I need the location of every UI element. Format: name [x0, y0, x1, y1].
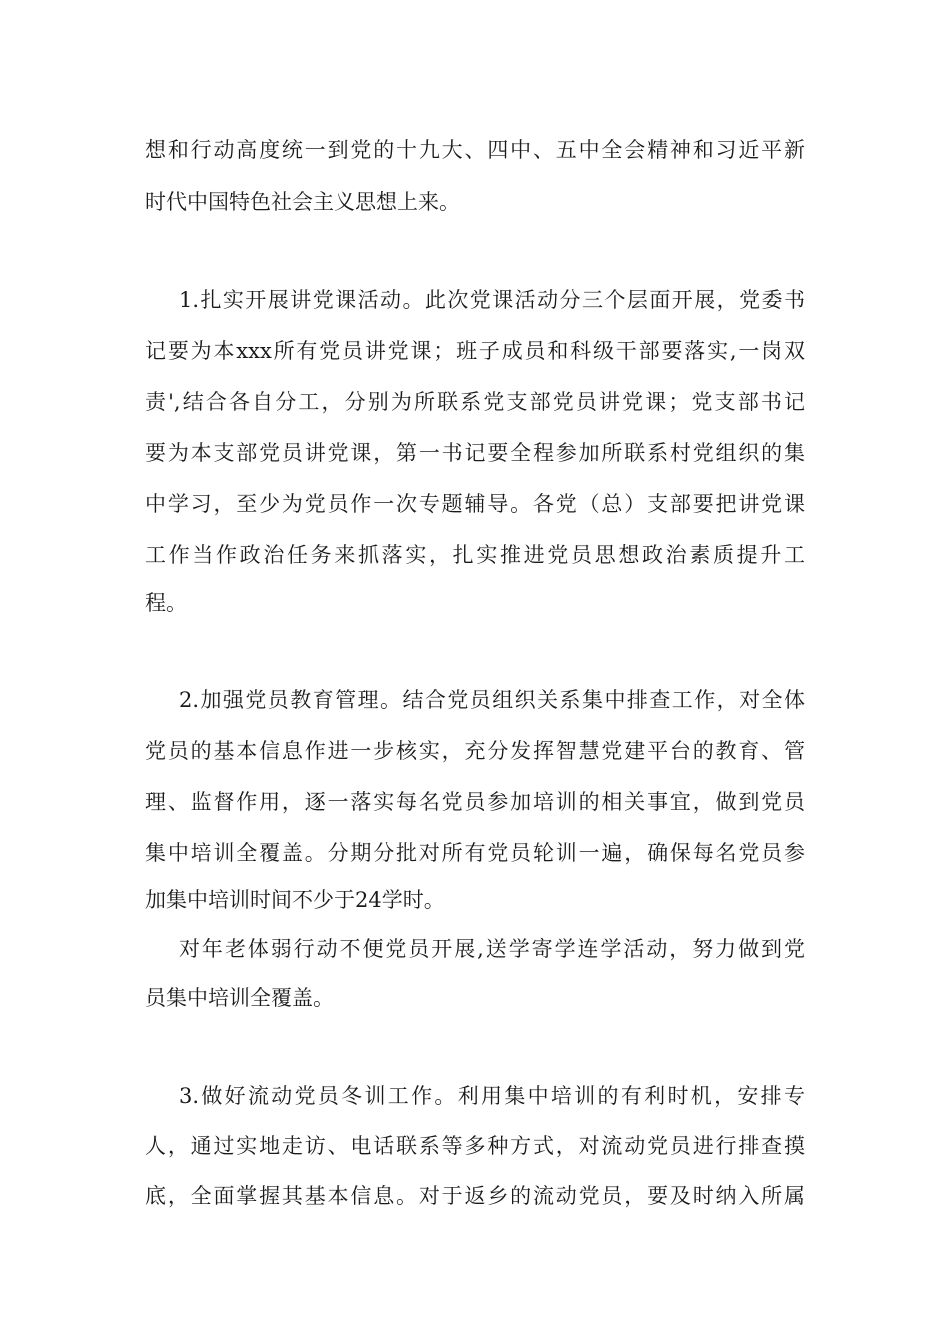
- paragraph-line: 员集中培训全覆盖。: [145, 986, 334, 1010]
- paragraph-line: 时代中国特色社会主义思想上来。: [145, 190, 460, 214]
- paragraph-line: 1.扎实开展讲党课活动。此次党课活动分三个层面开展，党委书: [179, 288, 805, 312]
- paragraph-line: 3.做好流动党员冬训工作。利用集中培训的有利时机，安排专: [179, 1084, 805, 1108]
- paragraph-line: 加集中培训时间不少于24学时。: [145, 888, 445, 912]
- paragraph-line: 中学习，至少为党员作一次专题辅导。各党（总）支部要把讲党课: [145, 492, 805, 516]
- paragraph-line: 党员的基本信息作进一步核实，充分发挥智慧党建平台的教育、管: [145, 739, 805, 763]
- paragraph-line: 要为本支部党员讲党课，第一书记要全程参加所联系村党组织的集: [145, 441, 805, 465]
- paragraph-line: 集中培训全覆盖。分期分批对所有党员轮训一遍，确保每名党员参: [145, 841, 805, 865]
- paragraph-line: 对年老体弱行动不便党员开展,送学寄学连学活动，努力做到党: [179, 937, 805, 961]
- paragraph-line: 程。: [145, 591, 187, 615]
- paragraph-line: 记要为本xxx所有党员讲党课；班子成员和科级干部要落实,一岗双: [145, 339, 805, 363]
- paragraph-line: 底，全面掌握其基本信息。对于返乡的流动党员，要及时纳入所属: [145, 1184, 805, 1208]
- paragraph-line: 工作当作政治任务来抓落实，扎实推进党员思想政治素质提升工: [145, 543, 805, 567]
- paragraph-line: 2.加强党员教育管理。结合党员组织关系集中排查工作，对全体: [179, 688, 805, 712]
- paragraph-line: 理、监督作用，逐一落实每名党员参加培训的相关事宜，做到党员: [145, 790, 805, 814]
- paragraph-line: 人，通过实地走访、电话联系等多种方式，对流动党员进行排查摸: [145, 1134, 805, 1158]
- paragraph-line: 责',结合各自分工，分别为所联系党支部党员讲党课；党支部书记: [145, 390, 805, 414]
- paragraph-line: 想和行动高度统一到党的十九大、四中、五中全会精神和习近平新: [145, 138, 805, 162]
